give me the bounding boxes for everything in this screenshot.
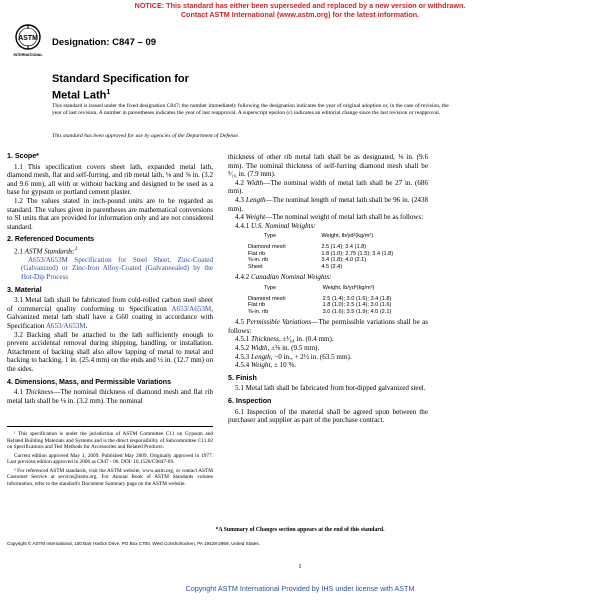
document-title [52,73,189,103]
para-5-1: 5.1 Metal lath shall be fabricated from hot-dipped galvanized steel. [235,384,426,393]
right-column [228,153,428,425]
para-4-2: 4.2 Width—The nominal width of metal lath shall be 27 in. (686 mm). [228,178,428,196]
para-3-2: 3.2 Backing shall be attached to the lath sufficiently enough to prevent accidental removal during shipping, handling, or installation. Attachment of backing shall also allow lapping of metal to metal and backing to backing, 1 in. (25.4 mm) on the ends and ½ in. (12.7 mm) on the sides. [7,330,213,374]
link-a653-2[interactable]: A653/A653M [45,322,86,331]
section-2-heading: 2. Referenced Documents [7,235,95,244]
section-6-heading: 6. Inspection [228,397,272,406]
ca-col-type: Type [264,284,277,291]
para-4-4-2: 4.4.2 Canadian Nominal Weights: [235,273,332,282]
department-defense-note: This standard has been approved for use by agencies of the Department of Defense. [52,133,240,139]
svg-text:ASTM: ASTM [18,35,38,42]
table-row: Diamond mesh 2.5 (1.4); 3.0 (1.6); 3.4 (1.8) [248,295,392,302]
table-row: ⅜-in. rib 3.0 (1.6); 3.5 (1.9); 4.0 (2.1) [248,308,392,315]
title-footnote-mark: 1 [106,89,111,96]
summary-of-changes-note: *A Summary of Changes section appears at the end of this standard. [215,527,385,533]
table-row: ⅜-in. rib 3.4 (1.8); 4.0 (2.1) [248,257,367,264]
para-4-1: 4.1 Thickness—The nominal thickness of diamond mesh and flat rib metal lath shall be ⅛ in. (3.2 mm). The nominal [7,388,214,405]
footnote-1: ¹ This specification is under the jurisdiction of ASTM Committee C11 on Gypsum and Related Building Materials and Systems and is the direct responsibility of Subcommittee C11.02 on Specifications and Test Methods for Accessories and Related Products. [7,431,213,450]
section-3-heading: 3. Material [7,285,42,294]
table-row: Sheet 4.5 (2.4) [248,263,343,270]
para-1-2: 1.2 The values stated in inch-pound units are to be regarded as standard. The values given in parentheses are mathematical conversions to SI units that are provided for information only and are not considered standard. [7,196,213,231]
para-4-5-3: 4.5.3 Length, −0 in., + 2½ in. (63.5 mm). [235,352,352,361]
left-column [7,152,213,405]
license-footer: Copyright ASTM International Provided by IHS under license with ASTM [185,584,415,593]
para-2-1: 2.1 ASTM Standards:$^2$ [14,246,78,256]
notice-line-2: Contact ASTM International (www.astm.org) for the latest information. [180,10,420,19]
footnote-1b: Current edition approved May 1, 2009. Published May 2009. Originally approved in 1977. Last previous edition approved in 2006 as C847 - 06. DOI: 10.1520/C0847-09. [7,452,213,465]
title-line-2: Metal Lath [52,89,107,102]
table-row: Flat rib 1.8 (1.0); 2.5 (1.4); 3.0 (1.6) [248,302,392,309]
canadian-weights-table [246,285,426,315]
us-col-type: Type [264,233,277,240]
reference-a653[interactable] [7,256,213,282]
section-5-heading: 5. Finish [228,373,257,382]
ca-col-weight: Weight, lb/yd²(kg/m²) [322,284,375,291]
para-4-4: 4.4 Weight—The nominal weight of metal lath shall be as follows: [235,213,424,222]
standard-issue-note: This standard is issued under the fixed designation C847; the number immediately following the designation indicates the year of original adoption or, in the case of revision, the year of last revision. A number in parentheses indicates the year of last reapproval. A superscript epsilon (ε) indicates an editorial change since the last revision or reapproval. [52,103,449,117]
para-3-1: 3.1 Metal lath shall be fabricated from cold-rolled carbon steel sheet of commercial quality conforming to Specification A653/A653M, Galvanized metal lath shall have a G60 coating in accordance with Specification A653/A653M. [7,296,213,331]
us-col-weight: Weight, lb/yd²(kg/m²) [321,233,374,240]
section-1-heading: 1. Scope* [7,152,39,160]
astm-logo [11,22,45,58]
para-4-3: 4.3 Length—The nominal length of metal lath shall be 96 in. (2438 mm). [228,195,429,213]
para-4-4-1: 4.4.1 U.S. Nominal Weights: [235,221,316,230]
para-6-1: 6.1 Inspection of the material shall be agreed upon between the purchaser and supplier as part of the purchase contract. [228,407,428,425]
notice-banner [0,0,600,19]
table-row: Flat rib 1.8 (1.0); 2.75 (1.5); 3.4 (1.8) [248,250,394,257]
table-row: Diamond mesh 2.5 (1.4); 3.4 (1.8) [248,243,367,250]
title-line-1: Standard Specification for [52,73,189,85]
para-4-1-cont: thickness of other rib metal lath shall be as designated, ⅜ in. (9.6 mm). The nominal thickness of self-furring diamond mesh shall be ⁵⁄₁₆ in. (7.9 mm). [228,153,428,179]
reference-a653-title[interactable]: Specification for Steel Sheet, Zinc-Coated (Galvanized) or Zinc-Iron Alloy-Coated (Galvannealed) by the Hot-Dip Process [21,255,213,282]
copyright-line: Copyright © ASTM International, 100 Barr Harbor Drive, PO Box C700, West Conshohocken, PA 19428-2959, United States. [7,541,260,546]
us-weights-table [246,233,426,270]
logo-international-text: INTERNATIONAL [13,53,43,57]
footnote-2: ² For referenced ASTM standards, visit the ASTM website, www.astm.org, or contact ASTM Customer Service at service@astm.org. For Annual Book of ASTM Standards volume information, refer to the standard's Document Summary page on the ASTM website. [7,467,213,487]
designation: Designation: C847 – 09 [52,37,157,48]
para-1-1: 1.1 This specification covers sheet lath, expanded metal lath, diamond mesh, flat and self-furring, and rib metal lath, ⅛ and ⅜ in. (3.2 and 9.6 mm), all with or without backing and designed to be used as a base for gypsum or portland cement plaster. [7,162,213,197]
footnotes [7,426,213,489]
page-number: 1 [298,563,302,570]
para-4-5-2: 4.5.2 Width, ±⅜ in. (9.5 mm). [235,344,320,353]
para-4-5-4: 4.5.4 Weight, ± 10 %. [235,361,297,370]
para-4-5: 4.5 Permissible Variations—The permissible variations shall be as follows: [228,318,429,335]
link-a653-1[interactable]: A653/A653M [171,304,212,313]
reference-a653-code[interactable]: A653/A653M [28,255,68,264]
section-4-heading: 4. Dimensions, Mass, and Permissible Variations [7,377,172,386]
notice-line-1: NOTICE: This standard has either been superseded and replaced by a new version or withdrawn. [134,1,466,10]
para-4-5-1: 4.5.1 Thickness, ±¹⁄₆₄ in. (0.4 mm). [235,335,334,344]
